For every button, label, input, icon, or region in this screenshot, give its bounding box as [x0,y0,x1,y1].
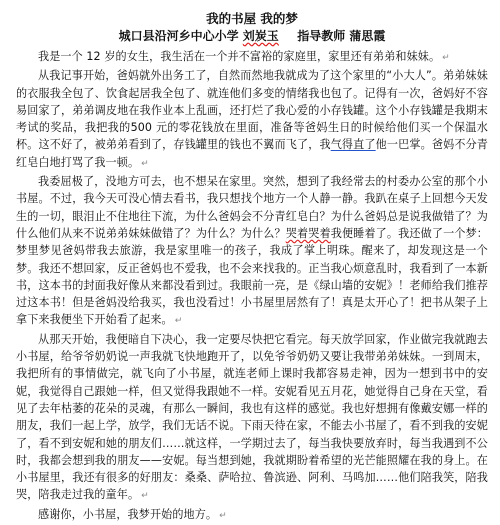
document-body [16,48,488,525]
body-paragraph [16,67,488,173]
body-paragraph [16,48,488,67]
paragraph-text: 从那天开始，我便暗自下决心，我一定要尽快把它看完。每天放学回家，作业做完我就跑去小书屋，给爷爷奶奶说一声我就飞快地跑开了，以免爷爷奶奶又要让我带弟弟妹妹。一到周末，我把所有的事情做完，就飞向了小书屋，就连老师上课时我都容易走神，因为一想到书中的安妮，我觉得自己跟她一样，但又觉得我跟她不一样。安妮看见五月花，她觉得自己身在天堂，看见了去年枯萎的花朵的灵魂，有那么一瞬间，我也有这样的感觉。我也好想拥有像戴安娜一样的朋友，我们一起上学，放学，我们无话不说。下雨天待在家，不能去小书屋了，看不到我的安妮了，看不到安妮和她的朋友们……就这样，一学期过去了，每当我快要放弃时，每当我遇到不公时，我都会想到我的朋友——安妮。每当想到她，我就期盼着希望的光芒能照耀在我的身上。在小书屋里，我还有很多的好朋友：桑桑、萨哈拉、鲁滨逊、阿利、马鸣加……他们陪我笑，陪我哭，陪我走过我的童年。 [16,332,488,502]
body-paragraph [16,506,488,525]
body-paragraph [16,173,488,331]
paragraph-text: 从我记事开始，爸妈就外出务工了，自然而然地我就成为了这个家里的“小大人”。弟弟妹妹的衣服我全包了、饮食起居我全包了、就连他们多变的情绪我也包了。记得有一次，爸妈好不容易回家了，弟弟调皮地在我作业本上乱画，还打烂了我心爱的小存钱罐。这个小存钱罐是我期末考试的奖品，我把我的500 元的零花钱放在里面，准备等爸妈生日的时候给他们买一个保温水杯。这不好了，被弟弟看到了，存钱罐里的钱也不翼而飞了，我 [16,69,488,152]
paragraph-mark-icon: ↵ [174,316,183,327]
paragraph-mark-icon: ↵ [219,510,227,521]
paragraph-text: 我是一个 12 岁的女生，我生活在一个并不富裕的家庭里，家里还有弟弟和妹妹。 [38,50,441,63]
student-name: 刘炭玉 [242,29,279,43]
school-name: 城口县沿河乡中心小学 [118,29,239,43]
grammar-flagged-text: 哭着哭着 [285,226,331,240]
teacher-label: 指导教师 [297,29,346,43]
paragraph-text: 感谢你，小书屋，我梦开始的地方。 [38,507,218,521]
spelling-flagged-text: 气得直了 [330,138,376,152]
document-title: 我的书屋 我的梦 [206,11,298,26]
body-paragraph [16,331,488,506]
paragraph-mark-icon: ↵ [141,158,149,169]
paragraph-text: 我委屈极了，没地方可去，也不想呆在家里。突然，想到了我经常去的村委办公室的那个小书屋。不过，我今天可没心情去看书，我只想找个地方一个人静一静。我趴在桌子上回想今天发生的一切，眼泪止不住地往下流，为什么爸妈会不分青红皂白？为什么爸妈总是说我做错了？为什么他们从来不说弟弟妹妹做错了？为什么？为什么？ [16,175,488,240]
paragraph-mark-icon: ↵ [141,491,149,502]
paragraph-text: 我便睡着了。我还做了一个梦：梦里梦见爸妈带我去旅游，我是家里唯一的孩子，我成了掌上明珠。醒来了，却发现这是一个梦。我还不想回家，反正爸妈也不爱我，也不会来找我的。正当我心烦意乱时，我看到了一本新书，这本书的封面我好像从来都没看到过。我眼前一亮，是《绿山墙的安妮》！老师给我们推荐过这本书！但是爸妈没给我买，我也没看过！小书屋里居然有了！真是太开心了！把书从架子上拿下来我便坐下开始看了起来。 [16,226,489,327]
teacher-name: 蒲思霞 [349,29,386,43]
author-line [16,28,488,45]
paragraph-text: 他一巴掌。爸妈不分青红皂白地打骂了我一顿。 [16,138,488,169]
paragraph-mark-icon: ↵ [442,53,450,63]
